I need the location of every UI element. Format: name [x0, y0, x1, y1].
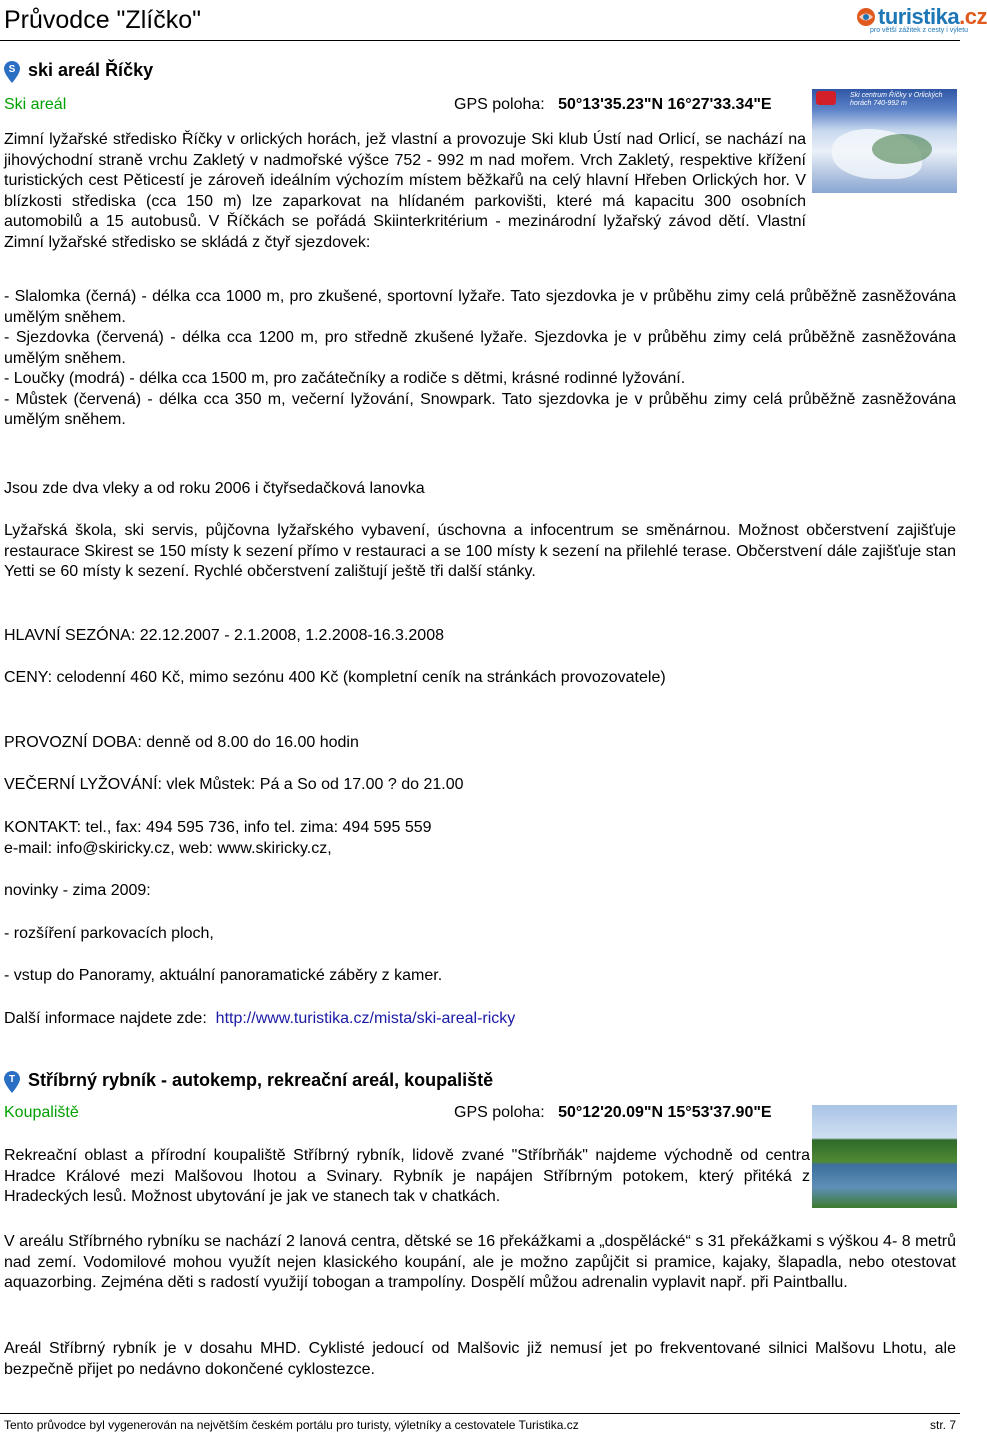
category-label: Koupaliště [4, 1104, 79, 1121]
page-header [0, 0, 987, 42]
logo-wordmark: turistika.cz [878, 4, 987, 29]
gps-value: 50°12'20.09"N 15°53'37.90"E [558, 1104, 772, 1121]
svg-text:S: S [8, 64, 16, 76]
gps-position [454, 1104, 772, 1122]
logo-globe-icon [856, 6, 876, 28]
gps-value: 50°13'35.23"N 16°27'33.34"E [558, 96, 772, 113]
category-label: Ski areál [4, 96, 67, 113]
more-info-label: Další informace najdete zde: [4, 1010, 207, 1027]
lake-transport-paragraph: Areál Stříbrný rybník je v dosahu MHD. Cyklisté jedoucí od Malšovic již nemusí jet po frekventované silnici Malšovu Lhotu, ale bezpečně přijet po nedávno dokončené cyklostezce. [4, 1340, 956, 1378]
slope-item: - Slalomka (černá) - délka cca 1000 m, pro zkušené, sportovní lyžaře. Tato sjezdovka je v průběhu zimy celá průběžně zasněžována umělým sněhem. [4, 288, 956, 326]
map-pin-icon [4, 1071, 20, 1091]
prices-paragraph: CENY: celodenní 460 Kč, mimo sezónu 400 Kč (kompletní ceník na stránkách provozovatele) [4, 669, 666, 686]
services-paragraph: Lyžařská škola, ski servis, půjčovna lyžařského vybavení, úschovna a infocentrum se směnárnou. Možnost občerstvení zajišťuje restaurace Skirest se 150 místy k sezení přímo v restauraci a se 100 místy k sezení na přilehlé terase. Občerstvení dále zajišťuje stan Yetti se 60 místy k sezení. Rychlé občerstvení zalištují ještě tři další stánky. [4, 522, 956, 580]
news-heading: novinky - zima 2009: [4, 882, 151, 899]
contact-phone: KONTAKT: tel., fax: 494 595 736, info tel. zima: 494 595 559 [4, 819, 432, 836]
evening-skiing-paragraph: VEČERNÍ LYŽOVÁNÍ: vlek Můstek: Pá a So od 17.00 ? do 21.00 [4, 776, 464, 793]
slope-item: - Loučky (modrá) - délka cca 1500 m, pro začátečníky a rodiče s dětmi, krásné rodinné lyžování. [4, 370, 686, 387]
slope-item: - Sjezdovka (červená) - délka cca 1200 m, pro středně zkušené lyžaře. Sjezdovka je v průběhu zimy celá průběžně zasněžována umělým sněhem. [4, 329, 956, 367]
page-title: Průvodce "Zlíčko" [4, 6, 201, 34]
opening-hours-paragraph: PROVOZNÍ DOBA: denně od 8.00 do 16.00 hodin [4, 734, 359, 751]
slope-list [4, 287, 956, 431]
svg-text:T: T [8, 1074, 16, 1086]
more-info-link[interactable]: http://www.turistika.cz/mista/ski-areal-ricky [215, 1010, 516, 1027]
image-caption: Ski centrum Říčky v Orlických horách 740-992 m [850, 92, 943, 107]
season-paragraph: HLAVNÍ SEZÓNA: 22.12.2007 - 2.1.2008, 1.2.2008-16.3.2008 [4, 627, 444, 644]
intro-paragraph-body [4, 108, 956, 253]
lifts-paragraph: Jsou zde dva vleky a od roku 2006 i čtyřsedačková lanovka [4, 480, 425, 497]
section-title-ski-areal [4, 60, 153, 81]
gps-label: GPS poloha: [454, 1104, 545, 1121]
lake-intro-paragraph: Rekreační oblast a přírodní koupaliště Stříbrný rybník, lidově zvané "Stříbrňák" najdeme východně od centra Hradce Králové mezi Malšovou lhotou a Svinary. Rybník je napájen Stříbrným potokem, který přitéká z Hradeckých lesů. Možnost ubytování je jak ve stanech tak v chatkách. [4, 1147, 810, 1205]
footer-divider [0, 1413, 960, 1414]
slope-item: - Můstek (červená) - délka cca 350 m, večerní lyžování, Snowpark. Tato sjezdovka je v průběhu zimy celá průběžně zasněžována umělým sněhem. [4, 390, 956, 428]
section-title-text: ski areál Říčky [28, 60, 154, 80]
section-title-text: Stříbrný rybník - autokemp, rekreační areál, koupaliště [28, 1070, 494, 1090]
intro-paragraph-text: Zimní lyžařské středisko Říčky v orlických horách, jež vlastní a provozuje Ski klub Ústí nad Orlicí, se nachází na jihovýchodní straně vrchu Zakletý v nadmořské výšce 752 - 992 m nad mořem. Vrch Zakletý, respektive křížení turistických cest Pěticestí je zároveň ideálním výchozím místem běžkařů na celý hlavní Hřeben Orlických hor. V blízkosti střediska (cca 150 m) lze zaparkovat na hlídaném parkovišti, které má kapacitu 300 osobních automobilů a 15 autobusů. V Říčkách se pořádá Skiinterkritérium - mezinárodní lyžařský závod dětí. Vlastní Zimní lyžařské středisko se skládá z čtyř sjezdovek: [4, 131, 806, 251]
footer-note: Tento průvodce byl vygenerován na největším českém portálu pro turisty, výletníky a cestovatele Turistika.cz [4, 1418, 579, 1432]
section-title-stribrny-rybnik [4, 1070, 493, 1091]
contact-email-web: e-mail: info@skiricky.cz, web: www.skiricky.cz, [4, 839, 332, 857]
contact-paragraph [4, 818, 956, 859]
map-pin-icon [4, 61, 20, 81]
lake-activities-paragraph: V areálu Stříbrného rybníku se nachází 2 lanová centra, dětské se 16 překážkami a „dospělácké“ s 31 překážkami s výškou 4- 8 metrů nad zemí. Vodomilové mohou využít nejen klasického koupání, ale je možno zapůjčit si pramice, kajaky, šlapadla, nebo otestovat aquazorbing. Zejména děti s radostí využijí tobogan a trampolíny. Dospělí můžou adrenalin vyplavit např. při Paintballu. [4, 1233, 956, 1291]
header-divider [0, 40, 960, 41]
news-item: - rozšíření parkovacích ploch, [4, 925, 214, 942]
logo-tagline: pro větší zážitek z cesty i výletu [870, 27, 969, 34]
news-item: - vstup do Panoramy, aktuální panoramatické záběry z kamer. [4, 967, 443, 984]
page-number: str. 7 [929, 1418, 956, 1432]
turistika-logo[interactable] [856, 4, 987, 38]
gps-label: GPS poloha: [454, 96, 545, 113]
lake-photo-image [812, 1105, 957, 1208]
more-info [4, 1009, 956, 1030]
